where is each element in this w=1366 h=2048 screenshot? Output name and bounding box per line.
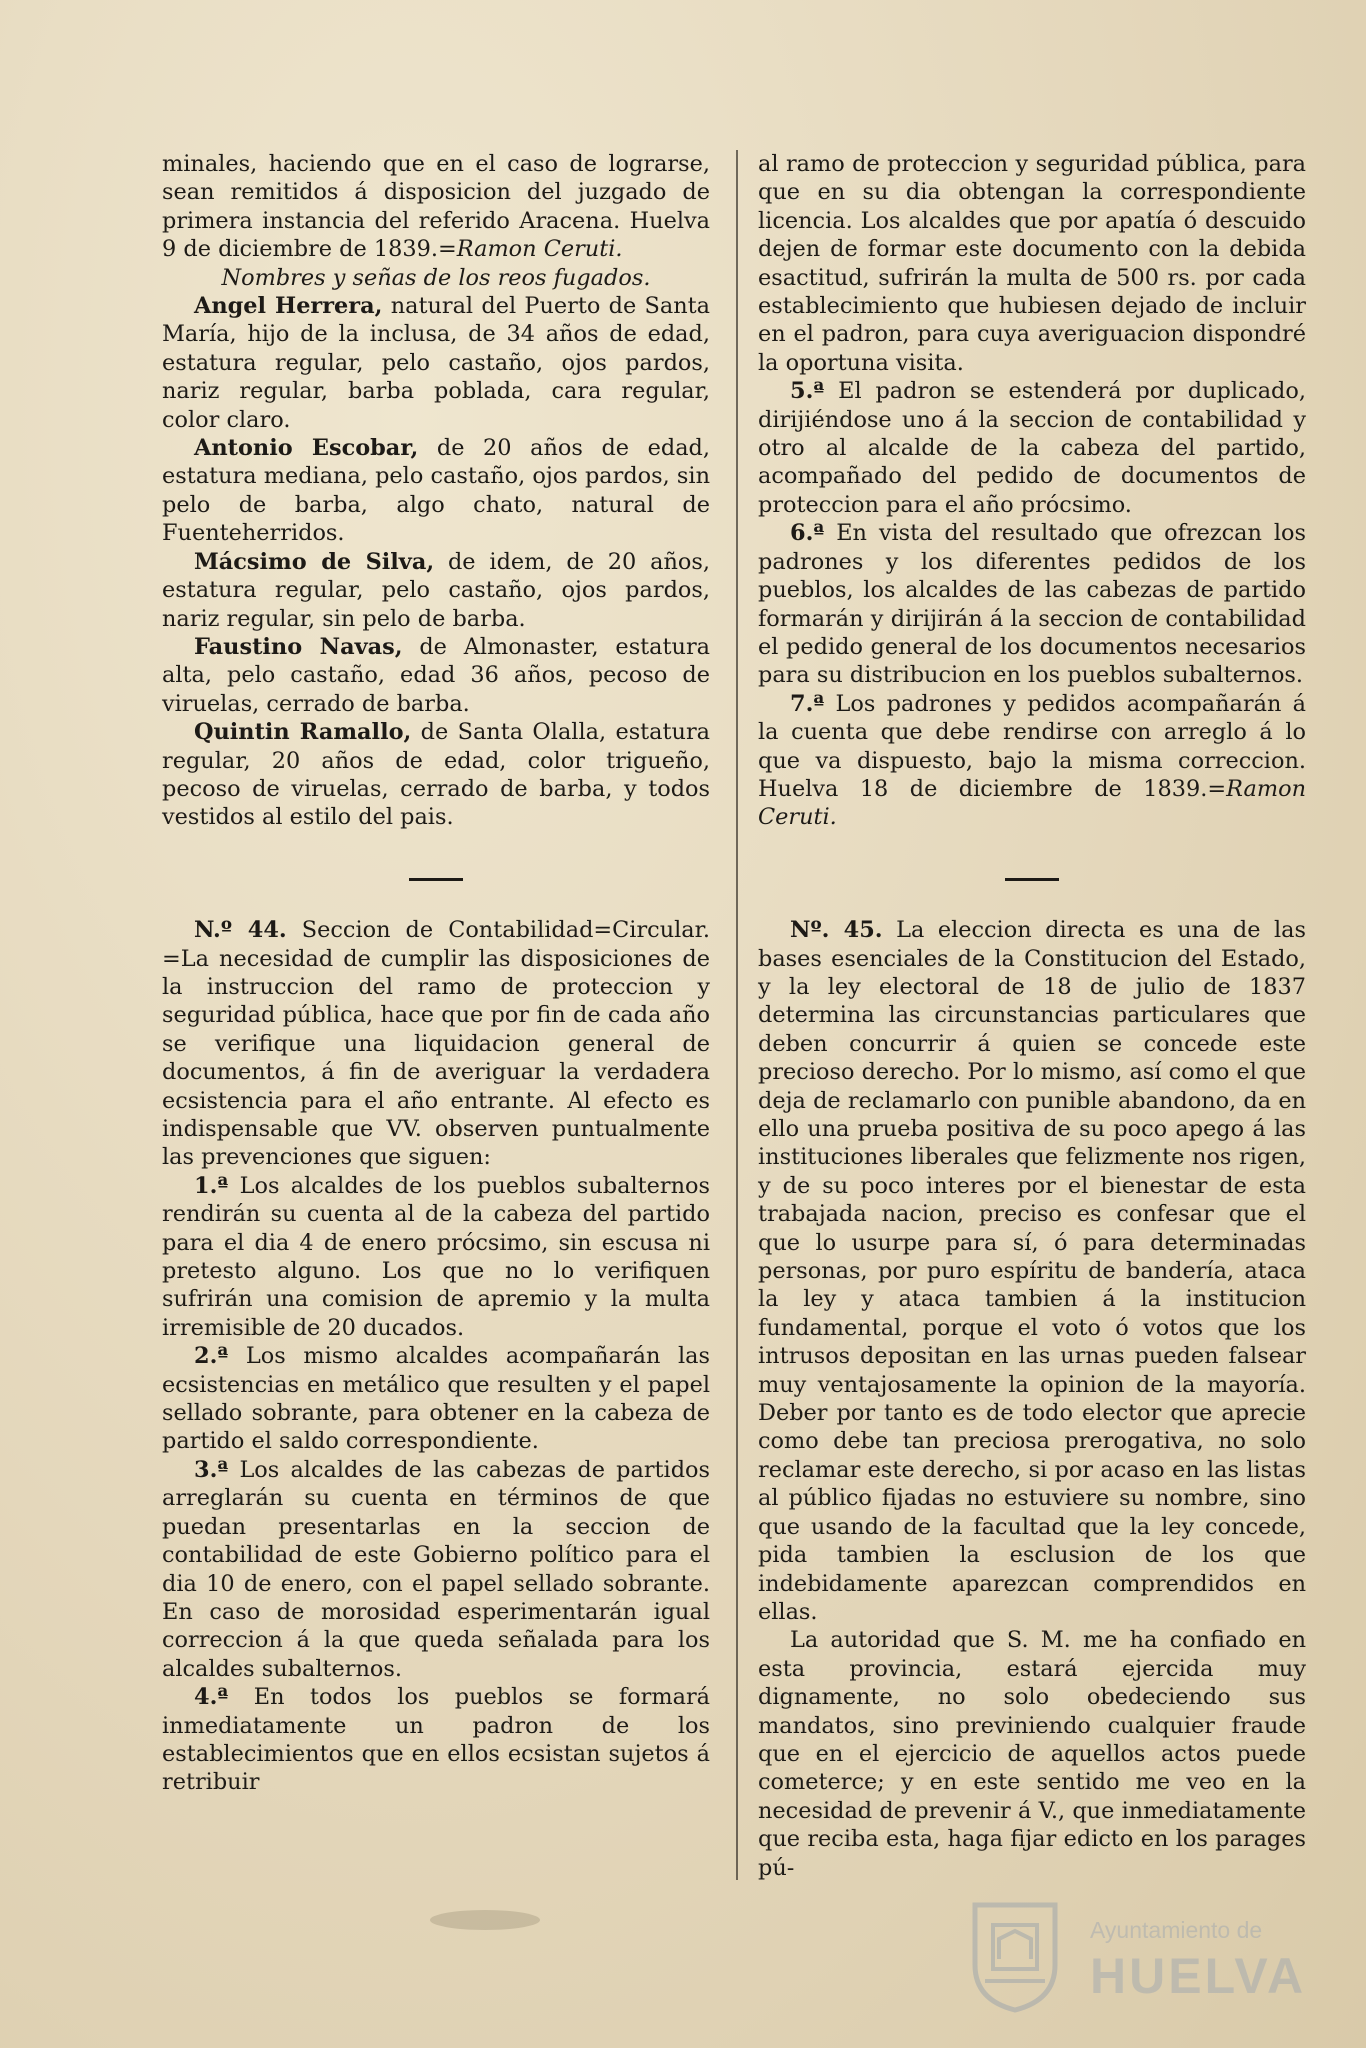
item-text: Los alcaldes de los pueblos subalternos rendirán su cuenta al de la cabeza del partido para el dia 4 de enero prócsimo, sin escusa ni pretesto alguno. Los que no lo verifiquen sufrirán una comision de apremio y la multa irremisible de 20 ducados. [162,1172,710,1341]
fugitive-description: de 20 años de edad, estatura mediana, pelo castaño, ojos pardos, sin pelo de barba, algo chato, natural de Fuenteherridos. [162,435,710,547]
fugitive-name: Quintin Ramallo, [194,719,412,746]
item-text: En vista del resultado que ofrezcan los padrones y los diferentes pedidos de los pueblos, los alcaldes de las cabezas de partido formarán y dirijirán á la seccion de contabilidad el pedido general de los documentos necesarios para su distribucion en los pueblos subalternos. [758,520,1306,689]
watermark-line1: Ayuntamiento de [1090,1917,1263,1943]
right-column [758,150,1306,1882]
numbered-item [758,377,1306,519]
item-text: Los alcaldes de las cabezas de partidos arreglarán su cuenta en términos de que puedan presentarlas en la seccion de contabilidad de este Gobierno político para el dia 10 de enero, con el papel sellado sobrante. En caso de morosidad esperimentarán igual correccion á la que queda señalada para los alcaldes subalternos. [162,1456,710,1682]
item-number: 1.ª [194,1172,229,1199]
fugitive-description: de Santa Olalla, estatura regular, 20 años de edad, color trigueño, pecoso de viruelas, cerrado de barba, y todos vestidos al estilo del pais. [162,719,710,831]
item-number: 2.ª [194,1343,229,1370]
item-number: 3.ª [194,1456,229,1483]
fugitive-name: Faustino Navas, [194,633,403,660]
article-number: Nº. 45. [790,917,883,944]
section-heading: Nombres y señas de los reos fugados. [221,264,651,291]
article-text: La eleccion directa es una de las bases esenciales de la Constitucion del Estado, y la ley electoral de 18 de julio de 1837 determina las circunstancias particulares que deben concurrir á quien se concede este precioso derecho. Por lo mismo, así como el que deja de reclamarlo con punible abandono, da en ello una prueba positiva de su poco apego á las instituciones liberales que felizmente nos rigen, y de su poco interes por el bienestar de esta trabajada nacion, preciso es confesar que el que lo usurpe para sí, ó para determinadas personas, por puro espíritu de bandería, ataca la ley y ataca tambien á la institucion fundamental, porque el voto ó votos que los intrusos depositan en las urnas pueden falsear muy ventajosamente la opinion de la mayoría. Deber por tanto es de todo elector que aprecie como debe tan preciosa prerogativa, no solo reclamar este derecho, si por acaso en las listas al público fijadas no estuviere su nombre, sino que usando de la facultad que la ley concede, pida tambien la esclusion de los que indebidamente aparezcan comprendidos en ellas. [758,917,1306,1625]
fugitive-name: Mácsimo de Silva, [194,548,435,575]
fugitive-entry [162,718,710,832]
article-45 [758,916,1306,1626]
paragraph-continued [162,150,710,264]
fugitive-entry [162,292,710,434]
fugitive-entry [162,434,710,548]
item-text: Los mismo alcaldes acompañarán las ecsistencias en metálico que resulten y el papel sellado sobrante, para obtener en la cabeza de partido el saldo correspondiente. [162,1343,710,1455]
fugitive-name: Antonio Escobar, [194,435,419,462]
paragraph-continued: al ramo de proteccion y seguridad pública, para que en su dia obtengan la correspondiente licencia. Los alcaldes que por apatía ó descuido dejen de formar este documento con la debida esactitud, sufrirán la multa de 500 rs. por cada establecimiento que hubiesen dejado de incluir en el padron, para cuya averiguacion dispondré la oportuna visita. [758,151,1306,376]
article-44 [162,916,710,1172]
article-text: Seccion de Contabilidad=Circular. =La necesidad de cumplir las disposiciones de la instruccion del ramo de proteccion y seguridad pública, hace que por fin de cada año se verifique una liquidacion general de documentos, á fin de averiguar la verdadera ecsistencia para el año entrante. Al efecto es indispensable que VV. observen puntualmente las prevenciones que siguen: [162,917,710,1171]
column-rule [736,150,738,1880]
article-number: N.º 44. [194,917,287,944]
item-text: Los padrones y pedidos acompañarán á la cuenta que debe rendirse con arreglo á lo que va dispuesto, bajo la misma correccion. Huelva 18 de diciembre de 1839.= [758,690,1306,802]
fugitive-name: Angel Herrera, [194,293,383,320]
item-number: 6.ª [790,520,825,547]
paper-stain [430,1910,540,1930]
watermark [955,1895,1307,2015]
signature: Ramon Ceruti. [456,236,623,263]
item-number: 4.ª [194,1684,229,1711]
fugitive-description: natural del Puerto de Santa María, hijo de la inclusa, de 34 años de edad, estatura regular, pelo castaño, ojos pardos, nariz regular, barba poblada, cara regular, color claro. [162,293,710,433]
numbered-item [162,1172,710,1342]
numbered-item [758,519,1306,689]
watermark-line2: HUELVA [1090,1948,1307,2004]
signature: Ramon Ceruti. [758,775,1306,831]
numbered-item [162,1342,710,1456]
section-separator [162,860,710,888]
numbered-item [162,1683,710,1797]
paragraph-text: minales, haciendo que en el caso de lograrse, sean remitidos á disposicion del juzgado de primera instancia del referido Aracena. Huelva 9 de diciembre de 1839.= [162,151,710,263]
fugitive-entry [162,548,710,633]
section-separator [758,860,1306,888]
item-number: 7.ª [790,690,825,717]
fugitive-description: de idem, de 20 años, estatura regular, pelo castaño, ojos pardos, nariz regular, sin pelo de barba. [162,548,710,632]
paragraph: La autoridad que S. M. me ha confiado en esta provincia, estará ejercida muy dignamente, no solo obedeciendo sus mandatos, sino previniendo cualquier fraude que en el ejercicio de aquellos actos puede cometerce; y en este sentido me veo en la necesidad de prevenir á V., que inmediatamente que reciba esta, haga fijar edicto en los parages pú- [758,1627,1306,1881]
fugitive-description: de Almonaster, estatura alta, pelo castaño, edad 36 años, pecoso de viruelas, cerrado de barba. [162,633,710,717]
coat-of-arms-icon [955,1895,1075,2015]
item-number: 5.ª [790,378,825,405]
fugitive-entry [162,633,710,718]
left-column [162,150,710,1797]
numbered-item [758,690,1306,832]
item-text: El padron se estenderá por duplicado, dirijiéndose uno á la seccion de contabilidad y otro al alcalde de la cabeza del partido, acompañado del pedido de documentos de proteccion para el año prócsimo. [758,378,1306,518]
numbered-item [162,1456,710,1683]
item-text: En todos los pueblos se formará inmediatamente un padron de los establecimientos que en ellos ecsistan sujetos á retribuir [162,1684,710,1796]
